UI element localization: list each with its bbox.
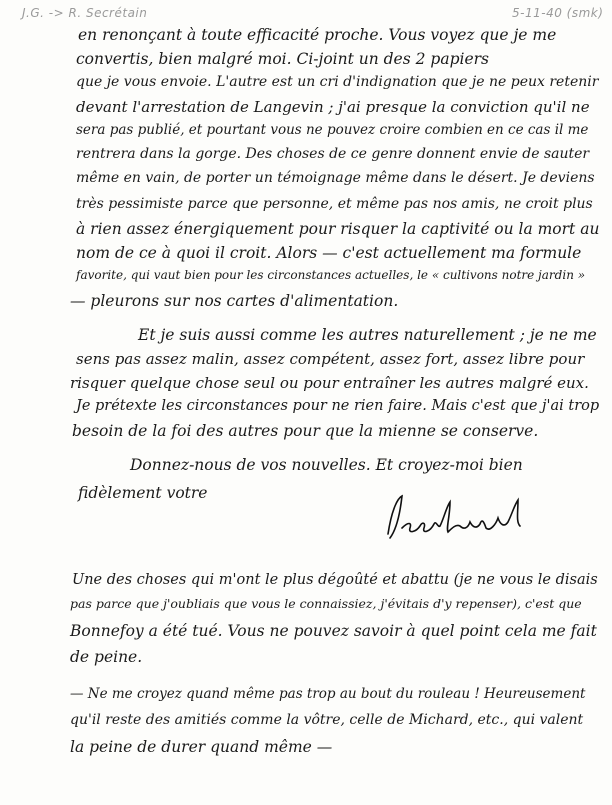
text-line: qu'il reste des amitiés comme la vôtre, celle de Michard, etc., qui valent (70, 712, 584, 728)
text-line: — Ne me croyez quand même pas trop au bout du rouleau ! Heureusement (70, 686, 586, 702)
text-line: même en vain, de porter un témoignage même dans le désert. Je deviens (76, 170, 595, 186)
signature-image (380, 488, 550, 548)
text-line: pas parce que j'oubliais que vous le connaissiez, j'évitais d'y repenser), c'est que (70, 596, 582, 611)
text-line: convertis, bien malgré moi. Ci-joint un des 2 papiers (76, 50, 489, 68)
archive-annotation-right: 5-11-40 (smk) (512, 6, 604, 20)
text-line: — pleurons sur nos cartes d'alimentation. (70, 292, 399, 310)
text-line: favorite, qui vaut bien pour les circonstances actuelles, le « cultivons notre jardin » (76, 268, 586, 282)
text-line: Une des choses qui m'ont le plus dégoûté et abattu (je ne vous le disais (72, 572, 598, 588)
text-line: fidèlement votre (78, 484, 208, 502)
text-line: sens pas assez malin, assez compétent, assez fort, assez libre pour (76, 350, 585, 368)
text-line: besoin de la foi des autres pour que la mienne se conserve. (72, 422, 539, 440)
text-line: Et je suis aussi comme les autres naturellement ; je ne me (138, 326, 597, 344)
text-line: Je prétexte les circonstances pour ne rien faire. Mais c'est que j'ai trop (76, 398, 600, 414)
text-line: à rien assez énergiquement pour risquer la captivité ou la mort au (76, 220, 600, 238)
text-line: la peine de durer quand même — (70, 738, 333, 756)
text-line: de peine. (70, 648, 143, 666)
text-line: Donnez-nous de vos nouvelles. Et croyez-moi bien (130, 456, 523, 474)
text-line: Bonnefoy a été tué. Vous ne pouvez savoir à quel point cela me fait (70, 622, 597, 640)
text-line: nom de ce à quoi il croit. Alors — c'est actuellement ma formule (76, 244, 582, 262)
archive-annotation-left: J.G. -> R. Secrétain (22, 6, 148, 20)
text-line: rentrera dans la gorge. Des choses de ce genre donnent envie de sauter (76, 146, 590, 162)
text-line: que je vous envoie. L'autre est un cri d'indignation que je ne peux retenir (76, 74, 599, 90)
text-line: sera pas publié, et pourtant vous ne pouvez croire combien en ce cas il me (76, 122, 589, 138)
text-line: devant l'arrestation de Langevin ; j'ai presque la conviction qu'il ne (76, 98, 590, 116)
text-line: risquer quelque chose seul ou pour entraîner les autres malgré eux. (70, 374, 589, 392)
text-line: en renonçant à toute efficacité proche. Vous voyez que je me (78, 26, 557, 44)
text-line: très pessimiste parce que personne, et même pas nos amis, ne croit plus (76, 196, 593, 212)
